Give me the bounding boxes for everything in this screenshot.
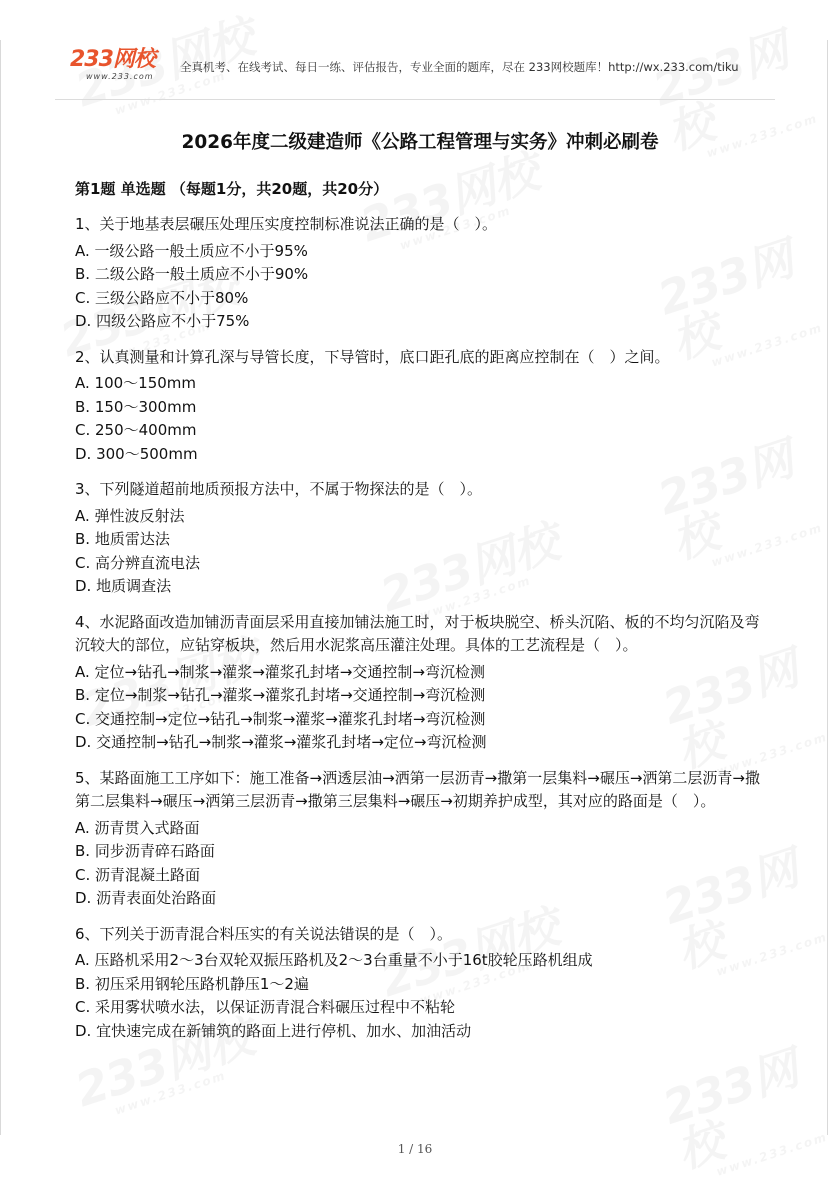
option-b: B. 150～300mm	[75, 397, 197, 416]
header-divider	[55, 99, 775, 100]
question-6	[75, 923, 765, 1044]
option-c: C. 三级公路应不小于80%	[75, 288, 249, 307]
option-a: A. 定位→钻孔→制浆→灌浆→灌浆孔封堵→交通控制→弯沉检测	[75, 662, 485, 681]
question-2	[75, 346, 765, 467]
question-3	[75, 478, 765, 599]
option-a: A. 沥青贯入式路面	[75, 818, 200, 837]
option-a: A. 一级公路一般土质应不小于95%	[75, 241, 308, 260]
option-b: B. 地质雷达法	[75, 530, 170, 548]
brand-logo	[70, 48, 170, 86]
question-1	[75, 213, 765, 334]
option-a: A. 100～150mm	[75, 374, 197, 392]
option-c: C. 250～400mm	[75, 421, 197, 439]
option-c: C. 采用雾状喷水法，以保证沥青混合料碾压过程中不粘轮	[75, 998, 456, 1016]
option-c: C. 沥青混凝土路面	[75, 865, 201, 884]
option-d: D. 四级公路应不小于75%	[75, 312, 250, 330]
option-d: D. 地质调查法	[75, 577, 172, 595]
document-title: 2026年度二级建造师《公路工程管理与实务》冲刺必刷卷	[181, 132, 659, 153]
option-a: A. 弹性波反射法	[75, 506, 185, 525]
option-d: D. 宜快速完成在新铺筑的路面上进行停机、加水、加油活动	[75, 1021, 472, 1040]
question-stem: 6、下列关于沥青混合料压实的有关说法错误的是（ ）。	[75, 924, 453, 943]
option-c: C. 高分辨直流电法	[75, 553, 201, 572]
page-header	[70, 48, 790, 90]
question-stem: 3、下列隧道超前地质预报方法中，不属于物探法的是（ ）。	[75, 480, 483, 498]
option-d: D. 沥青表面处治路面	[75, 889, 217, 907]
logo-url: www.233.com	[86, 72, 154, 81]
section-title: 第1题 单选题 （每题1分，共20题，共20分）	[75, 180, 389, 198]
option-b: B. 二级公路一般土质应不小于90%	[75, 265, 309, 283]
option-b: B. 同步沥青碎石路面	[75, 842, 215, 860]
question-stem: 5、某路面施工工序如下：施工准备→洒透层油→洒第一层沥青→撒第一层集料→碾压→洒第二层沥青→撒第二层集料→碾压→洒第三层沥青→撒第三层集料→碾压→初期养护成型，其对应的路面是（ ）。	[75, 768, 760, 810]
option-b: B. 初压采用钢轮压路机静压1～2遍	[75, 974, 309, 993]
logo-text: 233网校	[70, 47, 155, 72]
question-stem: 4、水泥路面改造加铺沥青面层采用直接加铺法施工时，对于板块脱空、桥头沉陷、板的不均匀沉陷及弯沉较大的部位，应钻穿板块，然后用水泥浆高压灌注处理。具体的工艺流程是（ ）。	[75, 612, 760, 654]
page-number: 1 / 16	[397, 1142, 433, 1156]
option-b: B. 定位→制浆→钻孔→灌浆→灌浆孔封堵→交通控制→弯沉检测	[75, 686, 486, 704]
question-stem: 2、认真测量和计算孔深与导管长度，下导管时，底口距孔底的距离应控制在（ ）之间。	[75, 347, 670, 366]
question-5	[75, 767, 765, 911]
question-4	[75, 611, 765, 755]
option-d: D. 交通控制→钻孔→制浆→灌浆→灌浆孔封堵→定位→弯沉检测	[75, 733, 487, 751]
header-slogan: 全真机考、在线考试、每日一练、评估报告，专业全面的题库，尽在 233网校题库！http://wx.233.com/tiku	[180, 60, 739, 74]
question-stem: 1、关于地基表层碾压处理压实度控制标准说法正确的是（ ）。	[75, 215, 498, 233]
option-a: A. 压路机采用2～3台双轮双振压路机及2～3台重量不小于16t胶轮压路机组成	[75, 951, 593, 969]
option-c: C. 交通控制→定位→钻孔→制浆→灌浆→灌浆孔封堵→弯沉检测	[75, 709, 486, 728]
option-d: D. 300～500mm	[75, 444, 198, 463]
document-body	[75, 128, 765, 1055]
